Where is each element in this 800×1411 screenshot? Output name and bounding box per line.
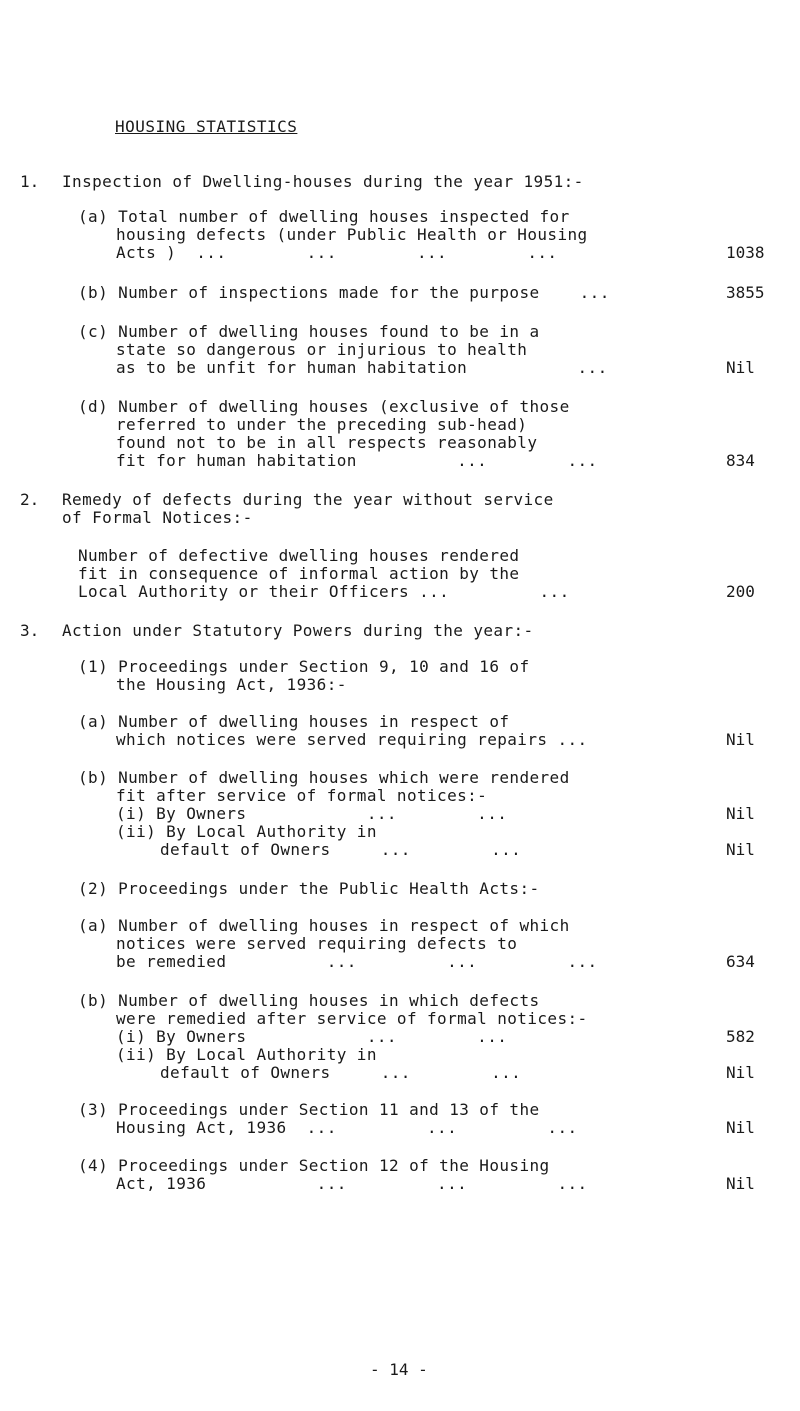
item-1a-line-1: (a) Total number of dwelling houses inspected for [78, 207, 570, 226]
item-3-4-line-1: (4) Proceedings under Section 12 of the Housing [78, 1156, 550, 1175]
item-2-line-1: Number of defective dwelling houses rendered [78, 546, 520, 565]
item-3-2b-ii-line-2: default of Owners ... ... [160, 1063, 522, 1082]
item-3-1b-line-1: (b) Number of dwelling houses which were rendered [78, 768, 570, 787]
item-3-1b-line-2: fit after service of formal notices:- [116, 786, 488, 805]
item-3-2a-line-3: be remedied ... ... ... [116, 952, 598, 971]
item-3-2a-value: 634 [726, 952, 755, 971]
section-2-number: 2. [20, 490, 40, 509]
item-1a-line-3: Acts ) ... ... ... ... [116, 243, 558, 262]
item-1d-line-4: fit for human habitation ... ... [116, 451, 598, 470]
item-3-2b-ii-value: Nil [726, 1063, 755, 1082]
item-1d-line-1: (d) Number of dwelling houses (exclusive of those [78, 397, 570, 416]
item-3-1b-ii-line-2: default of Owners ... ... [160, 840, 522, 859]
item-1d-line-3: found not to be in all respects reasonably [116, 433, 538, 452]
item-3-3-line-1: (3) Proceedings under Section 11 and 13 of the [78, 1100, 540, 1119]
item-3-1b-ii-line-1: (ii) By Local Authority in [116, 822, 377, 841]
item-1c-line-1: (c) Number of dwelling houses found to be in a [78, 322, 540, 341]
item-2-line-3: Local Authority or their Officers ... ... [78, 582, 570, 601]
item-3-1a-line-2: which notices were served requiring repairs ... [116, 730, 588, 749]
page-title: HOUSING STATISTICS [115, 117, 298, 136]
item-2-line-2: fit in consequence of informal action by the [78, 564, 520, 583]
section-1-number: 1. [20, 172, 40, 191]
item-1c-value: Nil [726, 358, 755, 377]
item-1c-line-2: state so dangerous or injurious to health [116, 340, 528, 359]
item-3-2a-line-2: notices were served requiring defects to [116, 934, 518, 953]
section-2-heading-line-2: of Formal Notices:- [62, 508, 253, 527]
item-1d-line-2: referred to under the preceding sub-head) [116, 415, 528, 434]
page-number: - 14 - [370, 1360, 428, 1379]
item-3-2b-line-2: were remedied after service of formal notices:- [116, 1009, 588, 1028]
item-3-4-line-2: Act, 1936 ... ... ... [116, 1174, 588, 1193]
item-3-2-line: (2) Proceedings under the Public Health Acts:- [78, 879, 540, 898]
item-3-1b-i-value: Nil [726, 804, 755, 823]
item-3-1b-i-line: (i) By Owners ... ... [116, 804, 508, 823]
item-3-3-line-2: Housing Act, 1936 ... ... ... [116, 1118, 578, 1137]
item-1b-value: 3855 [726, 283, 765, 302]
item-3-1b-ii-value: Nil [726, 840, 755, 859]
item-1d-value: 834 [726, 451, 755, 470]
item-3-1-line-1: (1) Proceedings under Section 9, 10 and 16 of [78, 657, 530, 676]
item-1a-line-2: housing defects (under Public Health or Housing [116, 225, 588, 244]
section-2-heading-line-1: Remedy of defects during the year without service [62, 490, 554, 509]
section-1-heading: Inspection of Dwelling-houses during the year 1951:- [62, 172, 584, 191]
section-3-number: 3. [20, 621, 40, 640]
item-3-1a-line-1: (a) Number of dwelling houses in respect of [78, 712, 510, 731]
item-2-value: 200 [726, 582, 755, 601]
section-3-heading: Action under Statutory Powers during the year:- [62, 621, 534, 640]
item-1c-line-3: as to be unfit for human habitation ... [116, 358, 608, 377]
item-3-2b-ii-line-1: (ii) By Local Authority in [116, 1045, 377, 1064]
item-3-2b-line-1: (b) Number of dwelling houses in which defects [78, 991, 540, 1010]
item-1a-value: 1038 [726, 243, 765, 262]
item-3-2b-i-line: (i) By Owners ... ... [116, 1027, 508, 1046]
item-3-1-line-2: the Housing Act, 1936:- [116, 675, 347, 694]
item-3-2b-i-value: 582 [726, 1027, 755, 1046]
item-3-4-value: Nil [726, 1174, 755, 1193]
item-3-2a-line-1: (a) Number of dwelling houses in respect of which [78, 916, 570, 935]
item-1b-line: (b) Number of inspections made for the purpose ... [78, 283, 610, 302]
item-3-1a-value: Nil [726, 730, 755, 749]
item-3-3-value: Nil [726, 1118, 755, 1137]
